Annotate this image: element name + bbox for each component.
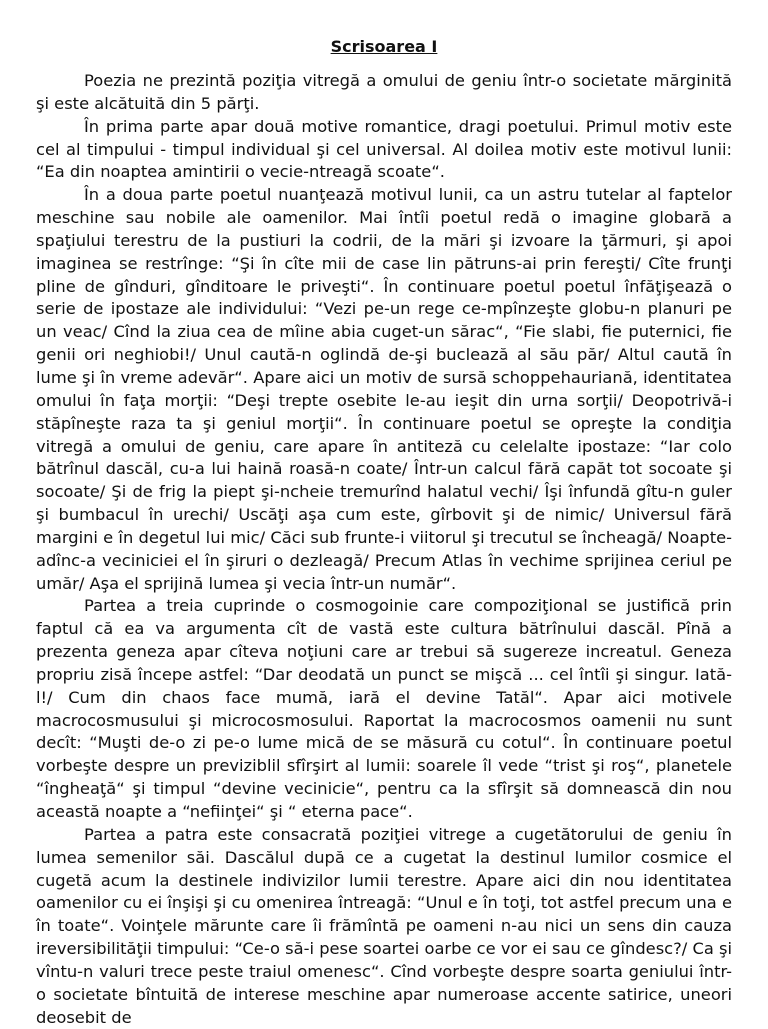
paragraph-part-two: În a doua parte poetul nuanţează motivul lunii, ca un astru tutelar al faptelor meschine sau nobile ale oamenilor. Mai întîi poetul redă o imagine globară a spaţiului terestru de la pustiuri la codrii, de la mări şi izvoare la ţărmuri, şi apoi imaginea se restrînge: “Şi în cîte mii de case lin pătruns-ai prin fereşti/ Cîte frunţi pline de gînduri, gînditoare le priveşti“. În continuare poetul poetul înfăţişează o serie de ipostaze ale individului: “Vezi pe-un rege ce-mpînzeşte globu-n planuri pe un veac/ Cînd la ziua cea de mîine abia cuget-un sărac“, “Fie slabi, fie puternici, fie genii ori neghiobi!/ Unul caută-n oglindă de-şi buclează al său păr/ Altul caută în lume şi în vreme adevăr“. Apare aici un motiv de sursă schoppehauriană, identitatea omului în faţa morţii: “Deşi trepte osebite le-au ieşit din urna sorţii/ Deopotrivă-i stăpîneşte raza ta şi geniul morţii“. În continuare poetul se opreşte la condiţia vitregă a omului de geniu, care apare în antiteză cu celelalte ipostaze: “Iar colo bătrînul dascăl, cu-a lui haină roasă-n coate/ Într-un calcul fără capăt tot socoate şi socoate/ Şi de frig la piept şi-ncheie tremurînd halatul vechi/ Îşi înfundă gîtu-n guler şi bumbacul în urechi/ Uscăţi aşa cum este, gîrbovit şi de nimic/ Universul fără margini e în degetul lui mic/ Căci sub frunte-i viitorul şi trecutul se încheagă/ Noapte-adînc-a veciniciei el în şiruri o dezleagă/ Precum Atlas în vechime sprijinea ceriul pe umăr/ Aşa el sprijină lumea şi vecia într-un număr“. (36, 185, 732, 593)
paragraph-part-three: Partea a treia cuprinde o cosmogoinie care compoziţional se justifică prin faptul că ea va argumenta cît de vastă este cultura bătrînului dascăl. Pînă a prezenta geneza apar cîteva noţiuni care ar trebui să sugereze increatul. Geneza propriu zisă începe astfel: “Dar deodată un punct se mişcă ... cel întîi şi singur. Iată-l!/ Cum din chaos face mumă, iară el devine Tatăl“. Apar aici motivele macrocosmusului şi microcosmosului. Raportat la macrocosmos oamenii nu sunt decît: “Muşti de-o zi pe-o lume mică de se măsură cu cotul“. În continuare poetul vorbeşte despre un previziblil sfîrşirt al lumii: soarele îl vede “trist şi roş“, planetele “îngheaţă“ şi timpul “devine vecinicie“, pentru ca la sfîrşit să domnească din nou această noapte a “nefiinţei“ şi “ eterna pace“. (36, 596, 732, 821)
paragraph-part-four: Partea a patra este consacrată poziţiei vitrege a cugetătorului de geniu în lumea semenilor săi. Dascălul după ce a cugetat la destinul lumilor cosmice el cugetă acum la destinele indivizilor lumii terestre. Apare aici din nou identitatea oamenilor cu ei înşişi şi cu omenirea întreagă: “Unul e în toţi, tot astfel precum una e în toate“. Voinţele mărunte care îi frămîntă pe oameni n-au nici un sens din cauza ireversibilităţii timpului: “Ce-o să-i pese soartei oarbe ce vor ei sau ce gîndesc?/ Ca şi vîntu-n valuri trece peste traiul omenesc“. Cînd vorbeşte despre soarta geniului într-o societate bîntuită de interese meschine apar numeroase accente satirice, uneori deosebit de (36, 824, 732, 1027)
paragraph-intro: Poezia ne prezintă poziţia vitregă a omului de geniu într-o societate mărginită şi este alcătuită din 5 părţi. (36, 71, 732, 113)
paragraph-part-one: În prima parte apar două motive romantice, dragi poetului. Primul motiv este cel al timpului - timpul individual şi cel universal. Al doilea motiv este motivul lunii: “Ea din noaptea amintirii o vecie-ntreagă scoate“. (36, 116, 732, 182)
document-title: Scrisoarea I (330, 37, 438, 56)
